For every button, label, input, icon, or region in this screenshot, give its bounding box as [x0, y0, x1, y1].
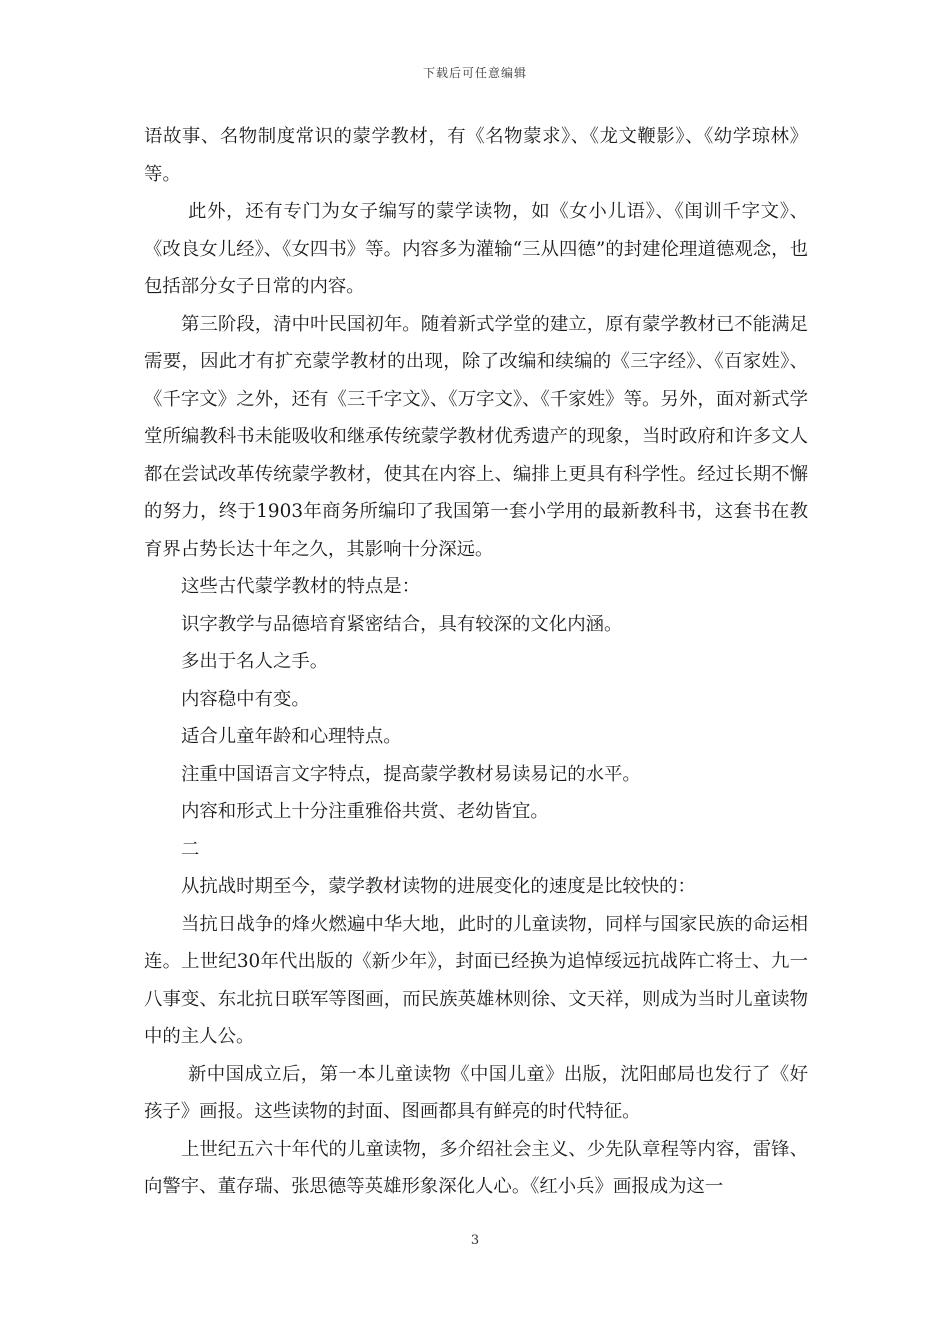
list-item: 注重中国语言文字特点，提高蒙学教材易读易记的水平。 [181, 763, 641, 785]
paragraph-third-stage: 第三阶段，清中叶民国初年。随着新式学堂的建立，原有蒙学教材已不能满足需要，因此才有扩充蒙学教材的出现，除了改编和续编的《三字经》、《百家姓》、《千字文》之外，还有《三千字文》、《万字文》、《千家姓》等。另外，面对新式学堂所编教科书未能吸收和继承传统蒙学教材优秀遗产的现象，当时政府和许多文人都在尝试改革传统蒙学教材，使其在内容上、编排上更具有科学性。经过长期不懈的努力，终于1903年商务所编印了我国第一套小学用的最新教科书，这套书在教育界占势长达十年之久，其影响十分深远。 [144, 313, 808, 560]
paragraph-fifties-sixties: 上世纪五六十年代的儿童读物，多介绍社会主义、少先队章程等内容，雷锋、向警宇、董存瑞、张思德等英雄形象深化人心。《红小兵》画报成为这一 [144, 1138, 808, 1197]
list-item: 适合儿童年龄和心理特点。 [181, 726, 402, 747]
document-body [144, 118, 808, 1206]
paragraph-features-intro: 这些古代蒙学教材的特点是： [181, 576, 421, 597]
list-item: 多出于名人之手。 [181, 651, 329, 672]
list-item: 识字教学与品德培育紧密结合，具有较深的文化内涵。 [181, 613, 623, 635]
page-number: 3 [470, 1233, 480, 1248]
list-item: 内容稳中有变。 [181, 688, 310, 710]
page-header: 下载后可任意编辑 [422, 66, 527, 80]
paragraph-since-war: 从抗战时期至今，蒙学教材读物的进展变化的速度是比较快的： [181, 876, 696, 897]
paragraph-new-china: 新中国成立后，第一本儿童读物《中国儿童》出版，沈阳邮局也发行了《好孩子》画报。这些读物的封面、图画都具有鲜亮的时代特征。 [144, 1063, 808, 1122]
paragraph-war-period: 当抗日战争的烽火燃遍中华大地，此时的儿童读物，同样与国家民族的命运相连。上世纪30年代出版的《新少年》，封面已经换为追悼绥远抗战阵亡将士、九一八事变、东北抗日联军等图画，而民族英雄林则徐、文天祥，则成为当时儿童读物中的主人公。 [144, 913, 808, 1047]
paragraph-continuation: 语故事、名物制度常识的蒙学教材，有《名物蒙求》、《龙文鞭影》、《幼学琼林》等。 [144, 126, 808, 185]
section-heading: 二 [181, 838, 200, 860]
list-item: 内容和形式上十分注重雅俗共赏、老幼皆宜。 [181, 801, 549, 822]
paragraph-female-readers: 此外，还有专门为女子编写的蒙学读物，如《女小儿语》、《闺训千字文》、《改良女儿经》、《女四书》等。内容多为灌输“三从四德”的封建伦理道德观念，也包括部分女子日常的内容。 [144, 201, 808, 297]
